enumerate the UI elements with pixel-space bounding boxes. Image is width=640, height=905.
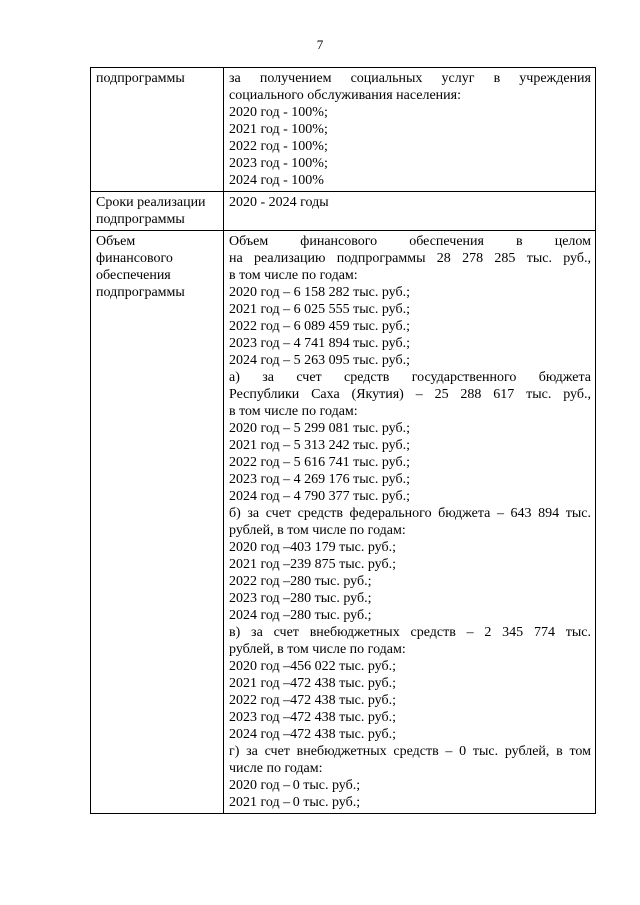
zero-budget-year-line: 2021 год – 0 тыс. руб.; — [229, 795, 361, 810]
text-line: рублей, в том числе по годам: — [229, 523, 406, 538]
row-label-cell — [91, 192, 224, 231]
text-line: на реализацию подпрограммы 28 278 285 тыс. руб., — [229, 251, 591, 266]
row-label: Объем — [96, 234, 136, 249]
row-label: Сроки реализации — [96, 195, 206, 210]
table-row — [91, 68, 596, 192]
text-line: 2020 год - 100%; — [229, 105, 328, 120]
row-value-cell — [224, 231, 596, 814]
text-line: в том числе по годам: — [229, 268, 358, 283]
text-line: числе по годам: — [229, 761, 323, 776]
text-line: 2023 год – 4 269 176 тыс. руб.; — [229, 472, 410, 487]
text-line: Объем финансового обеспечения в целом — [229, 234, 591, 249]
row-value-cell — [224, 192, 596, 231]
text-line: г) за счет внебюджетных средств – 0 тыс. рублей, в том — [229, 744, 591, 759]
text-line: в том числе по годам: — [229, 404, 358, 419]
page-number: 7 — [316, 37, 324, 52]
row-label: подпрограммы — [96, 285, 185, 300]
extra-budget-year-line: 2023 год –472 438 тыс. руб.; — [229, 710, 397, 725]
subprogram-passport-table — [90, 67, 596, 814]
row-label-cell — [91, 68, 224, 192]
row-label-cell — [91, 231, 224, 814]
federal-year-line: 2022 год –280 тыс. руб.; — [229, 574, 372, 589]
text-line: за получением социальных услуг в учреждения — [229, 71, 591, 86]
text-line: 2020 год – 5 299 081 тыс. руб.; — [229, 421, 410, 436]
text-line: Республики Саха (Якутия) – 25 288 617 тыс. руб., — [229, 387, 591, 402]
text-line: социального обслуживания населения: — [229, 88, 461, 103]
text-line: в) за счет внебюджетных средств – 2 345 774 тыс. — [229, 625, 591, 640]
federal-year-line: 2021 год –239 875 тыс. руб.; — [229, 557, 397, 572]
text-line: 2022 год – 5 616 741 тыс. руб.; — [229, 455, 410, 470]
row-label: подпрограммы — [96, 212, 185, 227]
text-line: 2021 год – 5 313 242 тыс. руб.; — [229, 438, 410, 453]
extra-budget-year-line: 2024 год –472 438 тыс. руб.; — [229, 727, 397, 742]
row-label: подпрограммы — [96, 71, 185, 86]
text-line: 2023 год – 4 741 894 тыс. руб.; — [229, 336, 410, 351]
table-row — [91, 192, 596, 231]
text-line: б) за счет средств федерального бюджета – 643 894 тыс. — [229, 506, 591, 521]
text-line: а) за счет средств государственного бюджета — [229, 370, 591, 385]
federal-year-line: 2020 год –403 179 тыс. руб.; — [229, 540, 397, 555]
table-row — [91, 231, 596, 814]
row-label: обеспечения — [96, 268, 171, 283]
text-line: 2022 год - 100%; — [229, 139, 328, 154]
text-line: 2024 год - 100% — [229, 173, 324, 188]
extra-budget-year-line: 2022 год –472 438 тыс. руб.; — [229, 693, 397, 708]
text-line: 2020 - 2024 годы — [229, 195, 329, 210]
zero-budget-year-line: 2020 год – 0 тыс. руб.; — [229, 778, 361, 793]
federal-year-line: 2024 год –280 тыс. руб.; — [229, 608, 372, 623]
text-line: 2021 год - 100%; — [229, 122, 328, 137]
row-label: финансового — [96, 251, 173, 266]
text-line: 2023 год - 100%; — [229, 156, 328, 171]
text-line: 2024 год – 5 263 095 тыс. руб.; — [229, 353, 410, 368]
extra-budget-year-line: 2020 год –456 022 тыс. руб.; — [229, 659, 397, 674]
row-value-cell — [224, 68, 596, 192]
text-line: рублей, в том числе по годам: — [229, 642, 406, 657]
text-line: 2022 год – 6 089 459 тыс. руб.; — [229, 319, 410, 334]
extra-budget-year-line: 2021 год –472 438 тыс. руб.; — [229, 676, 397, 691]
text-line: 2020 год – 6 158 282 тыс. руб.; — [229, 285, 410, 300]
text-line: 2024 год – 4 790 377 тыс. руб.; — [229, 489, 410, 504]
text-line: 2021 год – 6 025 555 тыс. руб.; — [229, 302, 410, 317]
federal-year-line: 2023 год –280 тыс. руб.; — [229, 591, 372, 606]
